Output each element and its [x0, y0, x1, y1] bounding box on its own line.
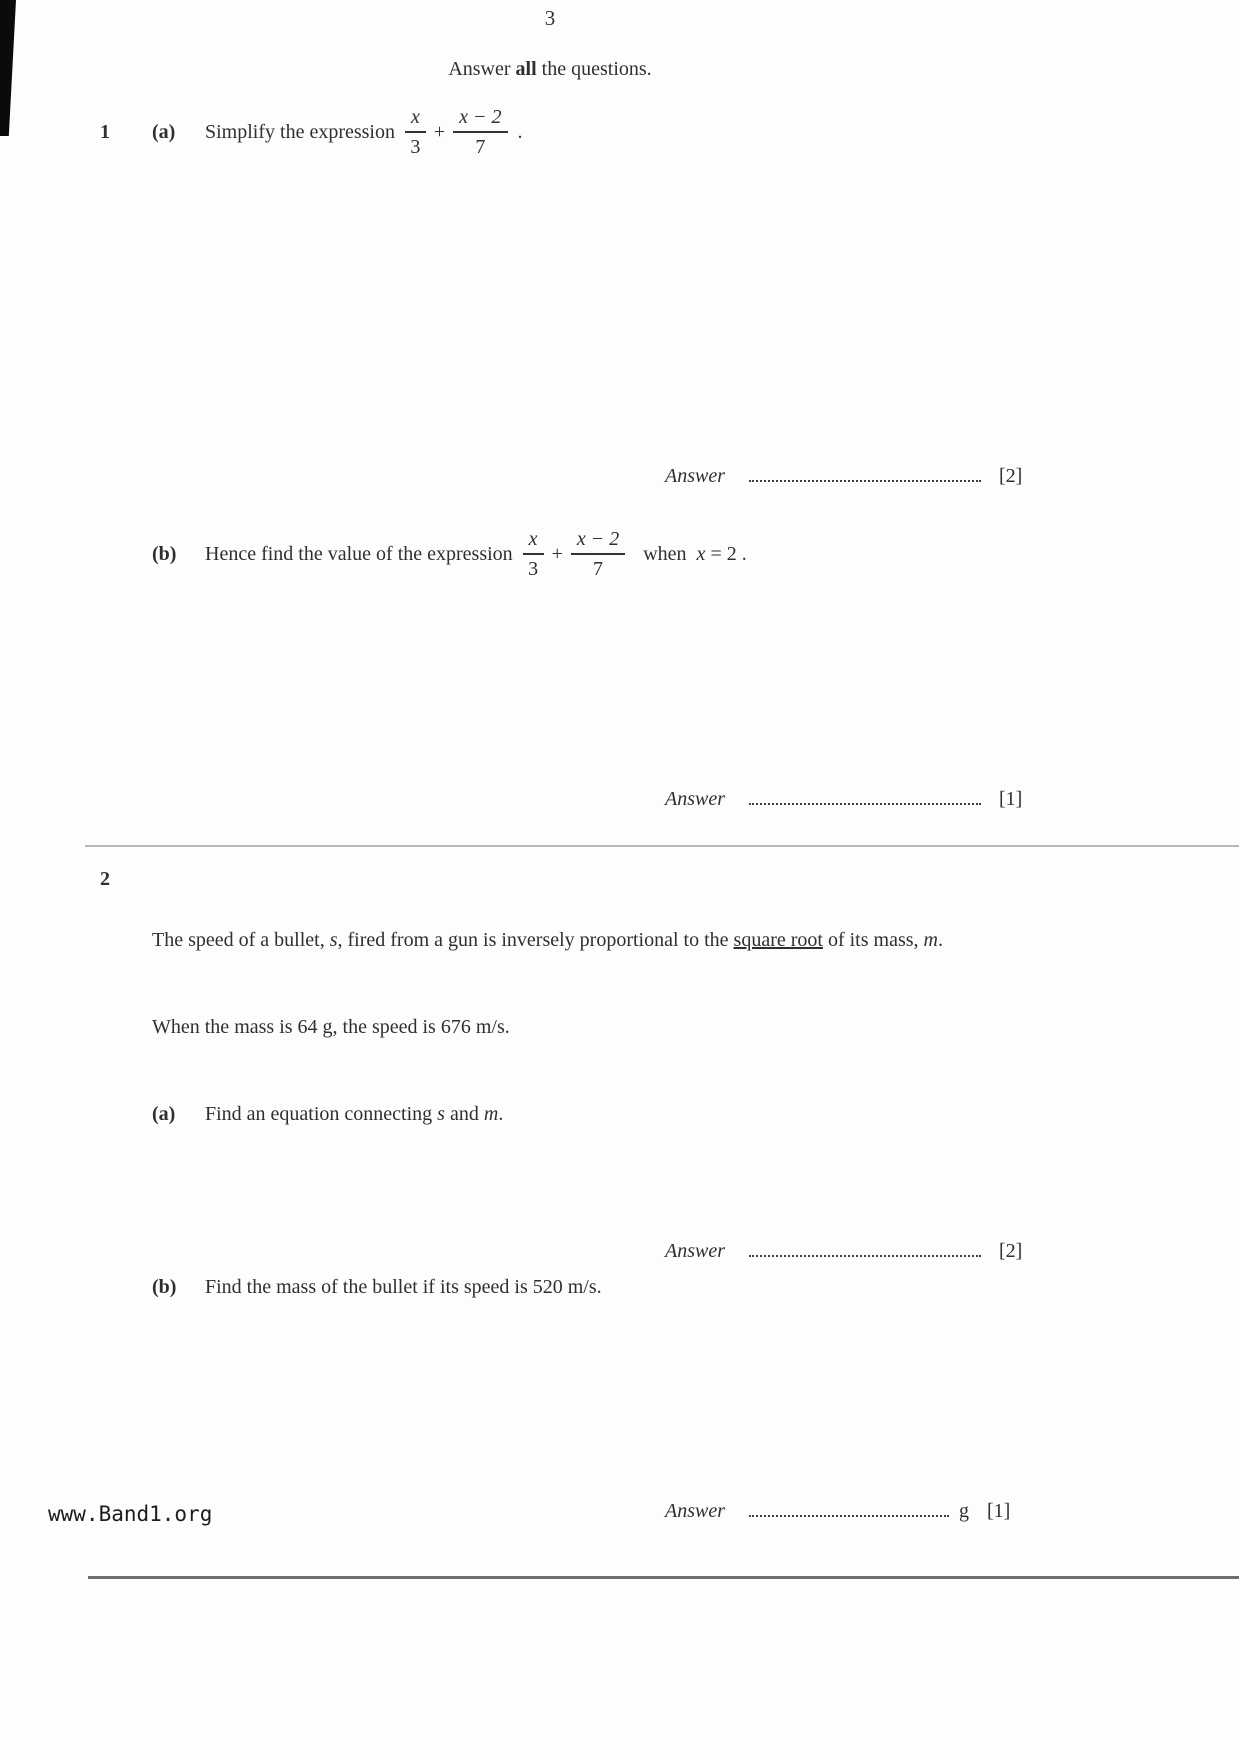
fraction-expression — [523, 528, 626, 581]
text-segment: . — [498, 1103, 504, 1125]
variable-m: m — [923, 929, 938, 951]
part-b-label: (b) — [152, 542, 177, 565]
instruction-post: the questions. — [536, 58, 652, 80]
fraction-numerator: x — [523, 528, 544, 555]
text-segment: of its mass, — [822, 929, 924, 951]
fraction-second — [453, 106, 507, 159]
plus-operator: + — [433, 120, 446, 143]
question-1b — [152, 528, 747, 581]
text-segment: , fired from a gun is inversely proportional to the — [337, 929, 734, 951]
answer-label: Answer — [665, 788, 725, 810]
answer-line — [749, 480, 981, 482]
question-2b-prompt: Find the mass of the bullet if its speed is 520 m/s. — [205, 1276, 602, 1298]
part-a-label: (a) — [152, 120, 176, 143]
fraction-denominator: 3 — [528, 558, 539, 581]
unit-label: g — [959, 1500, 969, 1522]
question-2-body — [152, 868, 1052, 1187]
website-footer: www.Band1.org — [48, 1502, 213, 1526]
fraction-second — [571, 528, 625, 581]
fraction-denominator: 3 — [410, 136, 421, 159]
answer-row-1a — [665, 465, 1022, 488]
period: . — [736, 542, 747, 565]
fraction-expression — [405, 106, 508, 159]
answer-label: Answer — [665, 1240, 725, 1262]
period: . — [517, 120, 523, 143]
fraction-first — [405, 106, 426, 159]
instructions — [0, 58, 1100, 81]
question-2a — [152, 1100, 1052, 1129]
answer-row-2a — [665, 1240, 1022, 1263]
part-a-label: (a) — [152, 1103, 176, 1125]
question-1-number: 1 — [100, 120, 110, 143]
answer-line — [749, 1255, 981, 1257]
answer-row-2b — [665, 1500, 1010, 1523]
fraction-denominator: 7 — [475, 136, 486, 159]
question-2-number: 2 — [100, 868, 110, 890]
variable-m: m — [483, 1103, 499, 1125]
answer-label: Answer — [665, 465, 725, 487]
instruction-bold: all — [515, 58, 537, 80]
fraction-denominator: 7 — [593, 558, 604, 581]
answer-label: Answer — [665, 1500, 725, 1522]
condition-variable: x — [696, 542, 706, 565]
instruction-pre: Answer — [448, 58, 516, 80]
answer-line — [749, 1515, 949, 1517]
when-text: when — [643, 542, 687, 565]
page-number: 3 — [544, 6, 556, 30]
plus-operator: + — [551, 542, 563, 565]
fraction-numerator: x — [405, 106, 426, 133]
question-2-intro-line2: When the mass is 64 g, the speed is 676 m/s. — [152, 1016, 510, 1038]
text-segment: Find an equation connecting — [205, 1103, 438, 1125]
answer-line — [749, 803, 981, 805]
marks-badge: [2] — [999, 1240, 1023, 1262]
question-1b-prompt: Hence find the value of the expression — [205, 542, 513, 565]
bottom-rule — [88, 1576, 1239, 1579]
text-segment: . — [937, 929, 943, 951]
variable-s: s — [329, 929, 338, 951]
fraction-first — [523, 528, 544, 581]
part-b-label: (b) — [152, 1276, 177, 1298]
fraction-numerator: x − 2 — [453, 106, 507, 133]
question-2-intro-line1 — [152, 926, 1052, 955]
text-segment: and — [444, 1103, 484, 1125]
question-1a-prompt: Simplify the expression — [205, 120, 395, 143]
marks-badge: [2] — [999, 465, 1023, 487]
marks-badge: [1] — [987, 1500, 1011, 1522]
marks-badge: [1] — [999, 788, 1023, 810]
answer-row-1b — [665, 788, 1022, 811]
section-divider — [85, 845, 1239, 847]
text-segment: The speed of a bullet, — [152, 929, 330, 951]
question-1a — [100, 106, 523, 159]
fraction-numerator: x − 2 — [571, 528, 625, 555]
underlined-term: square root — [733, 929, 823, 951]
variable-s: s — [437, 1103, 445, 1125]
condition-value: = 2 — [705, 542, 737, 565]
question-2b — [152, 1276, 602, 1299]
